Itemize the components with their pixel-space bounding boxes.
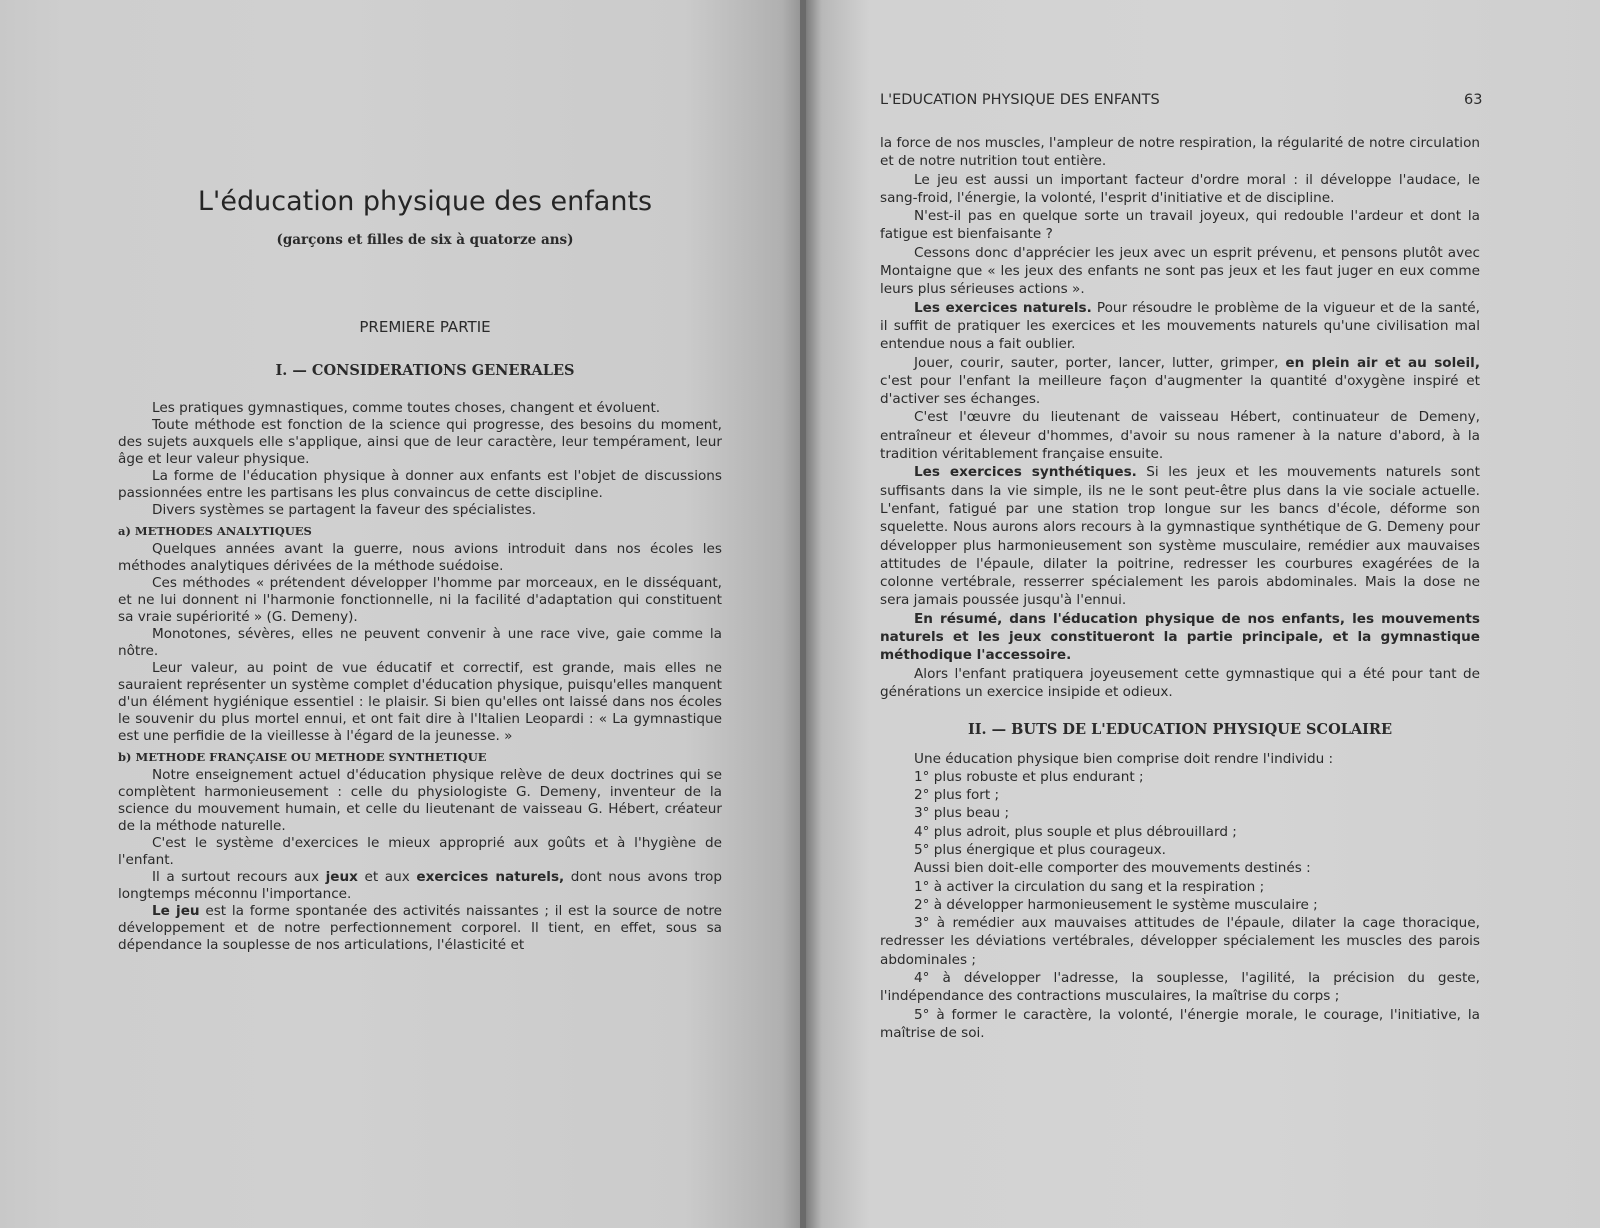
movements-list [880, 878, 1480, 1043]
page-number: 63 [1464, 92, 1483, 108]
emphasis: Les exercices synthétiques. [914, 464, 1137, 481]
paragraph [880, 463, 1480, 609]
paragraph: Les pratiques gymnastiques, comme toutes choses, changent et évoluent. [152, 400, 661, 416]
text-run: est la forme spontanée des activités naissantes ; il est la source de notre développement et de notre perfectionnement corporel. Il tient, en effet, sous sa dépendance la souplesse de nos articulations, l'élasticité et [118, 903, 722, 953]
subheading-synthetic: b) METHODE FRANÇAISE OU METHODE SYNTHETIQUE [118, 750, 487, 764]
list-item: 1° à activer la circulation du sang et la respiration ; [914, 878, 1265, 895]
right-body-text [880, 134, 1480, 1042]
list-item: 3° plus beau ; [914, 805, 1010, 822]
paragraph: Quelques années avant la guerre, nous avions introduit dans nos écoles les méthodes analytiques dérivées de la méthode suédoise. [118, 541, 722, 574]
paragraph: la force de nos muscles, l'ampleur de notre respiration, la régularité de notre circulation et de notre nutrition tout entière. [880, 135, 1480, 170]
emphasis: Les exercices naturels. [914, 299, 1092, 316]
emphasis: Le jeu [152, 903, 200, 919]
paragraph: Leur valeur, au point de vue éducatif et correctif, est grande, mais elles ne sauraient représenter un système complet d'éducation physique, puisqu'elles manquent d'un élément hygiénique essentiel : le plaisir. Si bien qu'elles ont laissé dans nos écoles le souvenir du plus mortel ennui, et ont fait dire à l'Italien Leopardi : « La gymnastique est une perfidie de la vieillesse à l'égard de la jeunesse. » [118, 660, 722, 744]
list-item: 3° à remédier aux mauvaises attitudes de l'épaule, dilater la cage thoracique, redresser les déviations vertébrales, développer spécialement les muscles des parois abdominales ; [880, 915, 1480, 968]
emphasis: en plein air et au soleil, [1285, 354, 1480, 371]
list-item: 2° à développer harmonieusement le système musculaire ; [914, 896, 1318, 913]
article-subtitle: (garçons et filles de six à quatorze ans) [276, 232, 574, 248]
section-title-1: I. — CONSIDERATIONS GENERALES [275, 362, 575, 379]
text-run: et aux [357, 869, 417, 885]
qualities-list [880, 768, 1480, 859]
paragraph: Toute méthode est fonction de la science qui progresse, des besoins du moment, des sujets auxquels elle s'applique, ainsi que de leur caractère, leur tempérament, leur âge et leur valeur physique. [118, 417, 722, 467]
paragraph [880, 299, 1480, 354]
list-item: 4° plus adroit, plus souple et plus débrouillard ; [914, 823, 1237, 840]
paragraph: C'est l'œuvre du lieutenant de vaisseau Hébert, continuateur de Demeny, entraîneur et éleveur d'hommes, d'avoir su nous ramener à la nature d'abord, à la tradition véritablement française ensuite. [880, 409, 1480, 463]
emphasis: jeux [325, 869, 358, 885]
paragraph: Notre enseignement actuel d'éducation physique relève de deux doctrines qui se complètent harmonieusement : celle du physiologiste G. Demeny, inventeur de la science du mouvement humain, et celle du lieutenant de vaisseau G. Hébert, créateur de la méthode naturelle. [118, 767, 722, 834]
paragraph: N'est-il pas en quelque sorte un travail joyeux, qui redouble l'ardeur et dont la fatigue est bienfaisante ? [880, 208, 1480, 243]
paragraph: Le jeu est aussi un important facteur d'ordre moral : il développe l'audace, le sang-froid, l'énergie, la volonté, l'esprit d'initiative et de discipline. [880, 171, 1480, 206]
subheading-analytic: a) METHODES ANALYTIQUES [118, 524, 312, 538]
text-run: dont nous avons trop longtemps méconnu l'importance. [118, 869, 722, 902]
paragraph: La forme de l'éducation physique à donner aux enfants est l'objet de discussions passionnées entre les partisans les plus convaincus de cette discipline. [118, 468, 722, 501]
summary-emphasis: En résumé, dans l'éducation physique de nos enfants, les mouvements naturels et les jeux constitueront la partie principale, et la gymnastique méthodique l'accessoire. [880, 610, 1480, 664]
paragraph: Cessons donc d'apprécier les jeux avec un esprit prévenu, et pensons plutôt avec Montaigne que « les jeux des enfants ne sont pas jeux et les faut juger en eux comme leurs plus sérieuses actions ». [880, 244, 1480, 298]
list-item: 2° plus fort ; [914, 787, 1000, 804]
paragraph: Alors l'enfant pratiquera joyeusement cette gymnastique qui a été pour tant de générations un exercice insipide et odieux. [880, 665, 1480, 700]
left-body-text [118, 400, 722, 954]
part-heading: PREMIERE PARTIE [359, 318, 491, 336]
paragraph: Une éducation physique bien comprise doit rendre l'individu : [914, 750, 1334, 767]
article-title: L'éducation physique des enfants [197, 186, 653, 217]
text-run: Pour résoudre le problème de la vigueur et de la santé, il suffit de pratiquer les exercices et les mouvements naturels qu'une civilisation mal entendue nous a fait oublier. [880, 299, 1480, 353]
text-run: Si les jeux et les mouvements naturels sont suffisants dans la vie simple, ils ne le sont peut-être plus dans la vie sociale actuelle. L'enfant, fatigué par une station trop longue sur les bancs d'école, déforme son squelette. Nous aurons alors recours à la gymnastique synthétique de G. Demeny pour développer plus harmonieusement son système musculaire, remédier aux mauvaises attitudes de l'épaule, dilater la poitrine, redresser les courbures exagérées de la colonne vertébrale, resserrer spécialement les parois abdominales. Mais la dose ne sera jamais poussée jusqu'à l'ennui. [880, 464, 1480, 609]
paragraph [880, 354, 1480, 409]
list-item: 5° à former le caractère, la volonté, l'énergie morale, le courage, l'initiative, la maîtrise de soi. [880, 1006, 1480, 1041]
list-item: 1° plus robuste et plus endurant ; [914, 768, 1144, 785]
text-run: c'est pour l'enfant la meilleure façon d'augmenter la quantité d'oxygène inspiré et d'activer ses échanges. [880, 372, 1480, 408]
paragraph: C'est le système d'exercices le mieux approprié aux goûts et à l'hygiène de l'enfant. [118, 835, 722, 868]
emphasis: exercices naturels, [416, 869, 565, 885]
text-run: Il a surtout recours aux [152, 869, 326, 885]
paragraph [118, 903, 722, 954]
paragraph: Aussi bien doit-elle comporter des mouvements destinés : [914, 860, 1311, 877]
paragraph [118, 869, 722, 903]
running-head: L'EDUCATION PHYSIQUE DES ENFANTS [880, 92, 1160, 108]
list-item: 5° plus énergique et plus courageux. [914, 841, 1166, 858]
list-item: 4° à développer l'adresse, la souplesse, l'agilité, la précision du geste, l'indépendance des contractions musculaires, la maîtrise du corps ; [880, 970, 1480, 1005]
text-run: Jouer, courir, sauter, porter, lancer, lutter, grimper, [914, 354, 1286, 371]
paragraph: Ces méthodes « prétendent développer l'homme par morceaux, en le disséquant, et ne lui donnent ni l'harmonie fonctionnelle, ni la facilité d'adaptation qui constituent sa vraie supériorité » (G. Demeny). [118, 575, 722, 625]
paragraph: Divers systèmes se partagent la faveur des spécialistes. [152, 502, 537, 518]
section-title-2: II. — BUTS DE L'EDUCATION PHYSIQUE SCOLAIRE [967, 721, 1393, 739]
paragraph: Monotones, sévères, elles ne peuvent convenir à une race vive, gaie comme la nôtre. [118, 626, 722, 659]
paragraph [880, 610, 1480, 665]
